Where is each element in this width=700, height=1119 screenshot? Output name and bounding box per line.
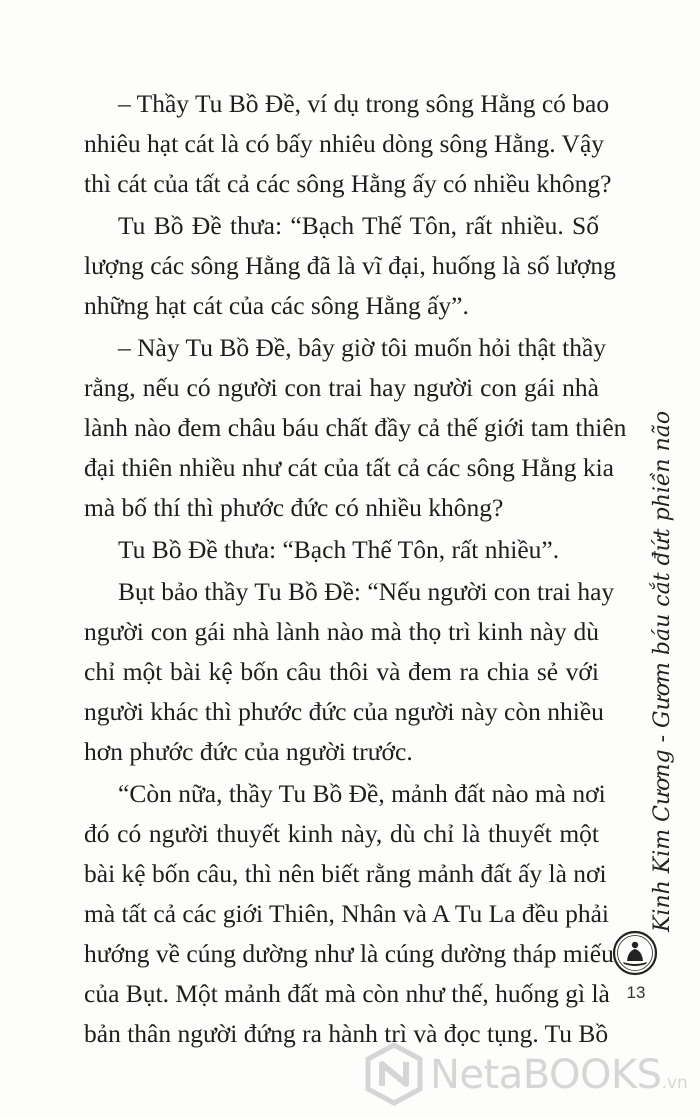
text-line: đó có người thuyết kinh này, dù chỉ là thuyết một [84,819,599,848]
netabooks-logo-icon [362,1042,426,1106]
text-line: bài kệ bốn câu, thì nên biết rằng mảnh đất ấy là nơi [84,859,607,888]
text-line: mà tất cả các giới Thiên, Nhân và A Tu La đều phải [84,899,610,928]
text-line: Tu Bồ Đề thưa: “Bạch Thế Tôn, rất nhiều. Số [118,211,599,240]
text-line: người khác thì phước đức của người này còn nhiều [84,697,604,726]
watermark-brand: NetaBOOKS [430,1052,662,1098]
text-line: Tu Bồ Đề thưa: “Bạch Thế Tôn, rất nhiều”. [118,535,560,564]
publisher-watermark [362,1042,692,1112]
text-line: lượng các sông Hằng đã là vĩ đại, huống là số lượng [84,251,616,280]
text-line: chỉ một bài kệ bốn câu thôi và đem ra chia sẻ với [84,657,599,686]
page-number: 13 [626,983,646,1002]
watermark-text [430,1051,688,1107]
text-line: Bụt bảo thầy Tu Bồ Đề: “Nếu người con trai hay [118,577,615,606]
text-line: lành nào đem châu báu chất đầy cả thế giới tam thiên [84,413,627,442]
text-line: thì cát của tất cả các sông Hằng ấy có nhiều không? [84,169,612,198]
watermark-suffix: .vn [661,1073,688,1093]
text-line: hơn phước đức của người trước. [84,737,413,766]
text-line: nhiêu hạt cát là có bấy nhiêu dòng sông Hằng. Vậy [84,129,605,158]
text-line: “Còn nữa, thầy Tu Bồ Đề, mảnh đất nào mà nơi [118,779,606,808]
text-line: hướng về cúng dường như là cúng dường tháp miếu [84,939,614,968]
text-line: bản thân người đứng ra hành trì và đọc tụng. Tu Bồ [84,1019,609,1048]
text-line: rằng, nếu có người con trai hay người con gái nhà [84,373,599,402]
buddha-emblem-icon [612,930,658,976]
text-line: của Bụt. Một mảnh đất mà còn như thế, huống gì là [84,979,610,1008]
text-line: đại thiên nhiều như cát của tất cả các sông Hằng kia [84,453,614,482]
text-line: người con gái nhà lành nào mà thọ trì kinh này dù [84,617,599,646]
text-line: – Thầy Tu Bồ Đề, ví dụ trong sông Hằng có bao [118,89,610,118]
text-line: – Này Tu Bồ Đề, bây giờ tôi muốn hỏi thật thầy [118,333,607,362]
text-line: mà bố thí thì phước đức có nhiều không? [84,493,504,522]
text-line: những hạt cát của các sông Hằng ấy”. [84,291,469,320]
running-book-title: Kinh Kim Cương - Gươm báu cắt đứt phiền não [650,410,675,932]
